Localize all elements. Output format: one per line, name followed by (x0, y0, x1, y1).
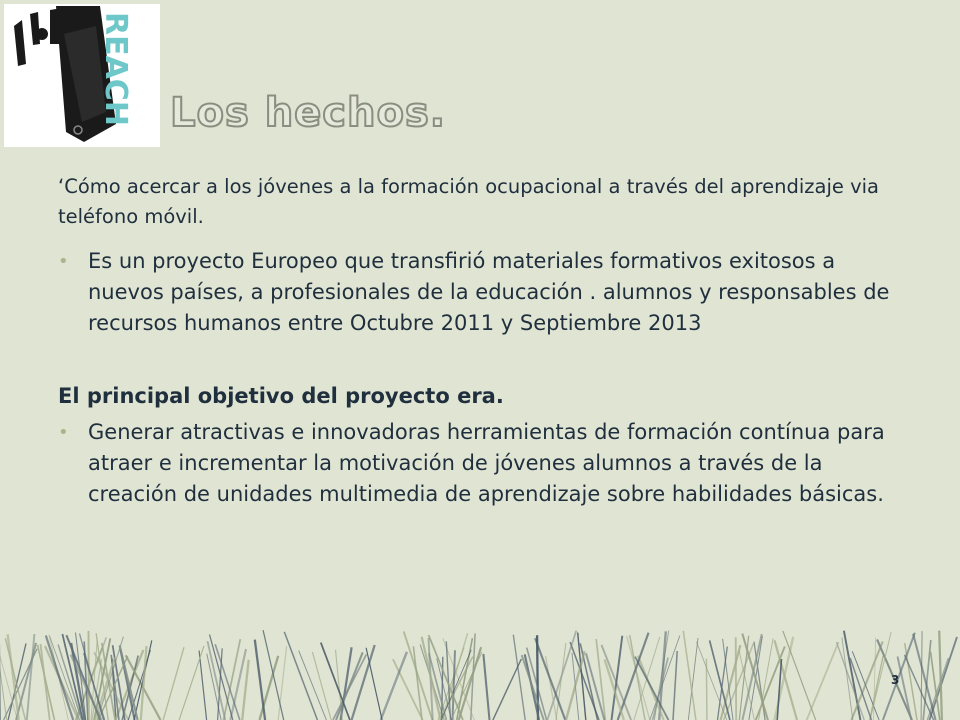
page-number: 3 (891, 673, 900, 687)
bullet-icon: • (58, 251, 69, 272)
section-heading: El principal objetivo del proyecto era. (58, 384, 504, 408)
grass-decoration (0, 630, 960, 720)
bullet-item (58, 246, 898, 339)
slide-title: Los hechos. (170, 90, 446, 136)
logo-text: REACH (98, 12, 133, 126)
bullet-icon: • (58, 422, 69, 443)
reach-logo (4, 4, 160, 147)
bullet-item (58, 417, 898, 510)
intro-text: ‘Cómo acercar a los jóvenes a la formación ocupacional a través del aprendizaje via teléfono móvil. (58, 175, 879, 228)
phone-hand-logo-icon (4, 4, 160, 147)
bullet-text: Generar atractivas e innovadoras herramientas de formación contínua para atraer e incrementar la motivación de jóvenes alumnos a través de la creación de unidades multimedia de aprendizaje sobre habilidades básicas. (88, 420, 885, 506)
slide-content (58, 172, 898, 510)
bullet-text: Es un proyecto Europeo que transfirió materiales formativos exitosos a nuevos países, a profesionales de la educación . alumnos y responsables de recursos humanos entre Octubre 2011 y Septiembre 2013 (88, 249, 890, 335)
